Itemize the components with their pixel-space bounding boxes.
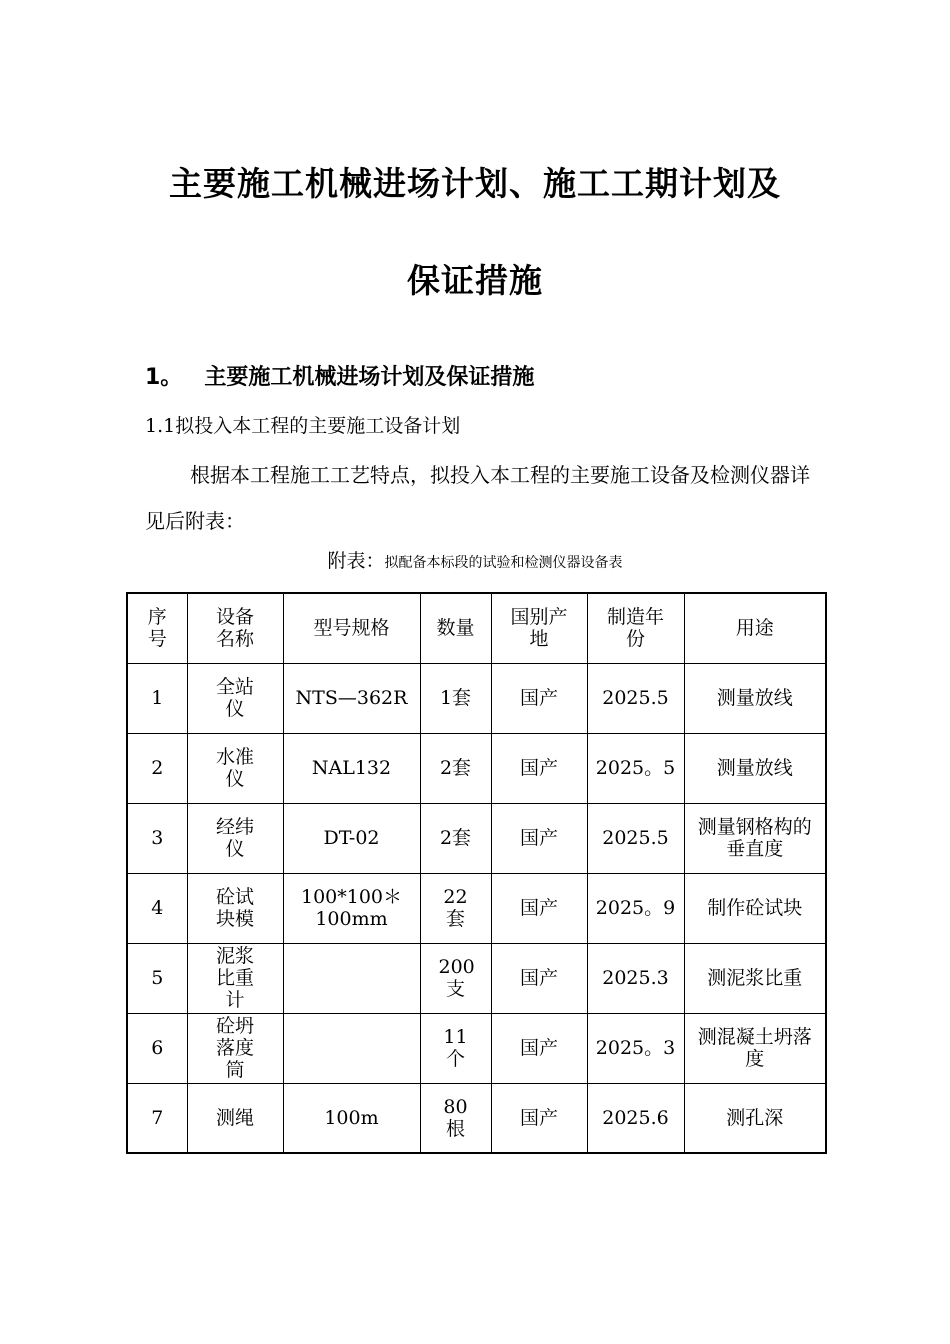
cell-quantity: 22套 <box>420 873 491 943</box>
cell-index: 4 <box>127 873 187 943</box>
header-cell: 设备名称 <box>187 593 283 663</box>
cell-origin: 国产 <box>491 943 587 1013</box>
cell-purpose: 测量放线 <box>684 733 826 803</box>
cell-year: 2025。3 <box>587 1013 684 1083</box>
cell-year: 2025.5 <box>587 803 684 873</box>
caption-lead: 附表： <box>327 550 385 572</box>
header-cell: 序号 <box>127 593 187 663</box>
cell-origin: 国产 <box>491 733 587 803</box>
cell-quantity: 11个 <box>420 1013 491 1083</box>
section-title: 主要施工机械进场计划及保证措施 <box>204 365 535 390</box>
cell-model: DT-02 <box>283 803 420 873</box>
cell-model <box>283 1013 420 1083</box>
table-header-row <box>127 593 826 663</box>
table-caption <box>0 546 950 573</box>
cell-year: 2025.6 <box>587 1083 684 1153</box>
cell-equipment-name: 水准仪 <box>187 733 283 803</box>
cell-index: 2 <box>127 733 187 803</box>
table-row <box>127 943 826 1013</box>
document-title-line-1: 主要施工机械进场计划、施工工期计划及 <box>169 164 781 203</box>
table-row <box>127 1083 826 1153</box>
cell-model: 100*100＊100mm <box>283 873 420 943</box>
table-row <box>127 873 826 943</box>
subsection-heading: 1.1拟投入本工程的主要施工设备计划 <box>145 415 461 437</box>
cell-index: 5 <box>127 943 187 1013</box>
cell-purpose: 测泥浆比重 <box>684 943 826 1013</box>
cell-equipment-name: 全站仪 <box>187 663 283 733</box>
cell-quantity: 1套 <box>420 663 491 733</box>
document-title-line-2: 保证措施 <box>407 261 543 300</box>
cell-origin: 国产 <box>491 1013 587 1083</box>
cell-model: 100m <box>283 1083 420 1153</box>
section-heading <box>145 360 534 391</box>
header-cell: 国别产地 <box>491 593 587 663</box>
header-cell: 型号规格 <box>283 593 420 663</box>
cell-index: 1 <box>127 663 187 733</box>
cell-origin: 国产 <box>491 803 587 873</box>
caption-text: 拟配备本标段的试验和检测仪器设备表 <box>384 555 623 571</box>
cell-year: 2025。5 <box>587 733 684 803</box>
cell-origin: 国产 <box>491 1083 587 1153</box>
table-row <box>127 663 826 733</box>
cell-equipment-name: 测绳 <box>187 1083 283 1153</box>
cell-equipment-name: 砼试块模 <box>187 873 283 943</box>
header-cell: 制造年份 <box>587 593 684 663</box>
cell-year: 2025.5 <box>587 663 684 733</box>
cell-model <box>283 943 420 1013</box>
section-number: 1。 <box>145 365 183 390</box>
cell-model: NAL132 <box>283 733 420 803</box>
cell-purpose: 测孔深 <box>684 1083 826 1153</box>
body-paragraph: 根据本工程施工工艺特点，拟投入本工程的主要施工设备及检测仪器详见后附表： <box>145 463 810 533</box>
cell-quantity: 2套 <box>420 803 491 873</box>
cell-purpose: 测量放线 <box>684 663 826 733</box>
table-row <box>127 733 826 803</box>
table-row <box>127 803 826 873</box>
equipment-table <box>126 592 827 1154</box>
cell-purpose: 制作砼试块 <box>684 873 826 943</box>
cell-year: 2025。9 <box>587 873 684 943</box>
cell-equipment-name: 砼坍落度筒 <box>187 1013 283 1083</box>
cell-purpose: 测混凝土坍落度 <box>684 1013 826 1083</box>
cell-equipment-name: 经纬仪 <box>187 803 283 873</box>
cell-index: 7 <box>127 1083 187 1153</box>
cell-origin: 国产 <box>491 663 587 733</box>
header-cell: 用途 <box>684 593 826 663</box>
table-row <box>127 1013 826 1083</box>
cell-index: 3 <box>127 803 187 873</box>
header-cell: 数量 <box>420 593 491 663</box>
cell-quantity: 80根 <box>420 1083 491 1153</box>
cell-equipment-name: 泥浆比重计 <box>187 943 283 1013</box>
cell-index: 6 <box>127 1013 187 1083</box>
cell-purpose: 测量钢格构的垂直度 <box>684 803 826 873</box>
cell-quantity: 2套 <box>420 733 491 803</box>
cell-quantity: 200支 <box>420 943 491 1013</box>
cell-model: NTS—362R <box>283 663 420 733</box>
cell-origin: 国产 <box>491 873 587 943</box>
cell-year: 2025.3 <box>587 943 684 1013</box>
